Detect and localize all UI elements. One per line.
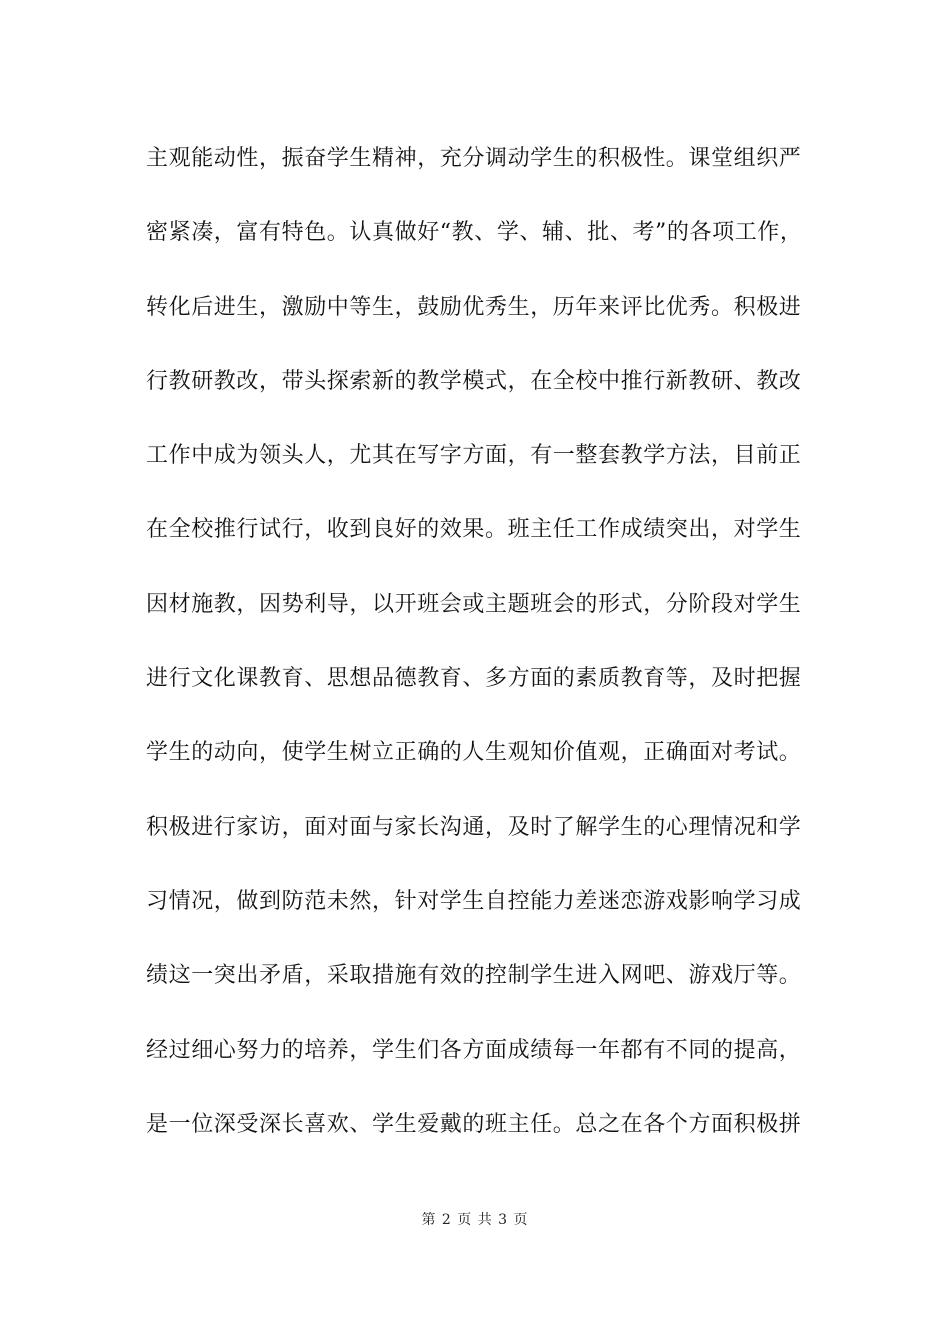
text-line: 主观能动性，振奋学生精神，充分调动学生的积极性。课堂组织严 <box>146 146 802 171</box>
text-line: 因材施教，因势利导，以开班会或主题班会的形式，分阶段对学生 <box>146 591 802 617</box>
text-line: 经过细心努力的培养，学生们各方面成绩每一年都有不同的提高， <box>146 1037 802 1063</box>
text-line: 学生的动向，使学生树立正确的人生观知价值观，正确面对考试。 <box>146 740 802 766</box>
text-line: 密紧凑，富有特色。认真做好“教、学、辅、批、考”的各项工作， <box>146 220 803 246</box>
text-line: 工作中成为领头人，尤其在写字方面，有一整套教学方法，目前正 <box>146 443 802 469</box>
text-line: 进行文化课教育、思想品德教育、多方面的素质教育等，及时把握 <box>146 666 802 692</box>
text-line: 积极进行家访，面对面与家长沟通，及时了解学生的心理情况和学 <box>146 814 802 840</box>
text-line: 绩这一突出矛盾，采取措施有效的控制学生进入网吧、游戏厅等。 <box>146 963 802 989</box>
page-number-footer: 第 2 页 共 3 页 <box>421 1212 529 1228</box>
text-line: 在全校推行试行，收到良好的效果。班主任工作成绩突出，对学生 <box>146 517 802 543</box>
text-line: 是一位深受深长喜欢、学生爱戴的班主任。总之在各个方面积极拼 <box>146 1111 802 1137</box>
text-line: 行教研教改，带头探索新的教学模式，在全校中推行新教研、教改 <box>146 368 802 394</box>
body-text <box>146 132 836 1172</box>
text-line: 转化后进生，激励中等生，鼓励优秀生，历年来评比优秀。积极进 <box>146 294 802 320</box>
text-line: 习情况，做到防范未然，针对学生自控能力差迷恋游戏影响学习成 <box>146 888 802 914</box>
